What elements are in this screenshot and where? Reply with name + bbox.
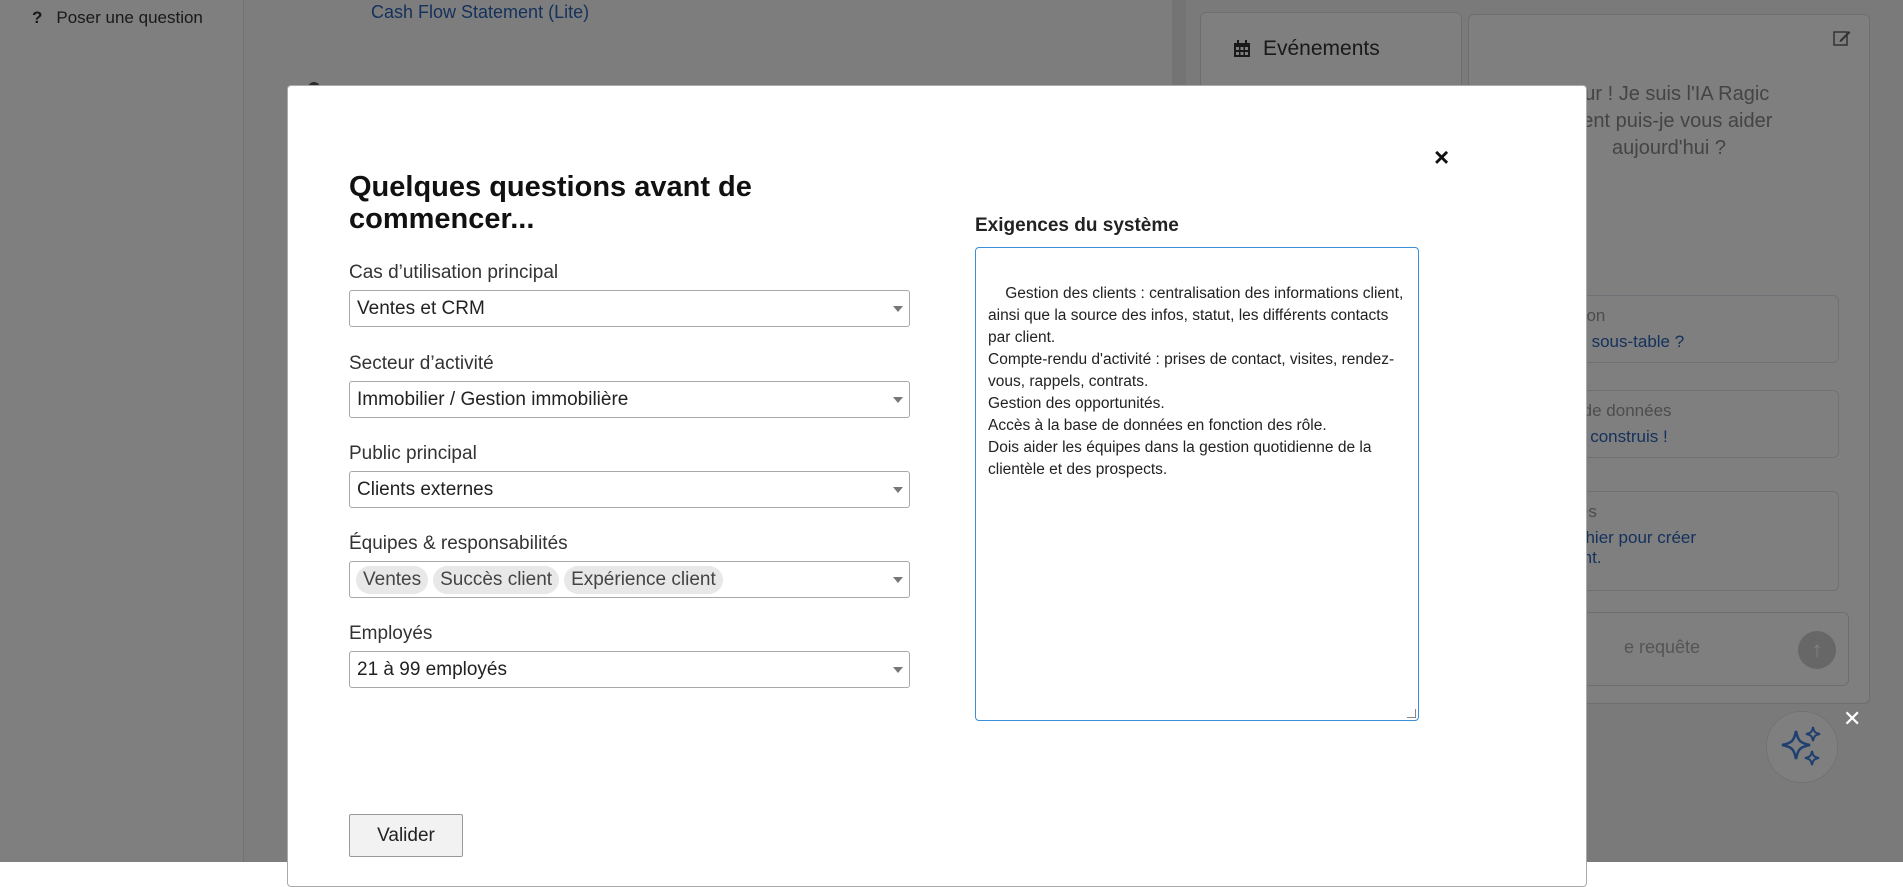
requirements-textarea[interactable] xyxy=(975,247,1419,721)
modal-title: Quelques questions avant de commencer... xyxy=(349,171,752,235)
resize-handle[interactable] xyxy=(1407,709,1416,718)
requirements-label: Exigences du système xyxy=(975,215,1179,236)
sector-label: Secteur d’activité xyxy=(349,353,494,374)
submit-button[interactable]: Valider xyxy=(349,814,463,857)
close-icon[interactable]: × xyxy=(1434,142,1450,172)
dropdown-caret-icon xyxy=(893,487,903,493)
onboarding-modal xyxy=(287,85,1587,887)
dropdown-caret-icon xyxy=(893,306,903,312)
use-case-label: Cas d’utilisation principal xyxy=(349,262,559,283)
select-value: Clients externes xyxy=(357,479,494,500)
sector-select[interactable] xyxy=(349,381,910,418)
dropdown-caret-icon xyxy=(893,577,903,583)
dropdown-caret-icon xyxy=(893,667,903,673)
employees-select[interactable] xyxy=(349,651,910,688)
audience-label: Public principal xyxy=(349,443,477,464)
close-icon[interactable]: ✕ xyxy=(1843,706,1862,731)
select-value: Ventes et CRM xyxy=(357,298,485,319)
requirements-text: Gestion des clients : centralisation des informations client, ainsi que la source des infos, statut, les différents contacts par client. Compte-rendu d'activité : prises de contact, visites, rendez-vous, rappels, contrats. Gestion des opportunités. Accès à la base de données en fonction des rôle. Dois aider les équipes dans la gestion quotidienne de la clientèle et des prospects. xyxy=(988,285,1404,478)
selected-tags xyxy=(356,566,723,594)
audience-select[interactable] xyxy=(349,471,910,508)
select-value: 21 à 99 employés xyxy=(357,659,507,680)
tag-chip[interactable]: Expérience client xyxy=(564,566,723,594)
use-case-select[interactable] xyxy=(349,290,910,327)
employees-label: Employés xyxy=(349,623,433,644)
dropdown-caret-icon xyxy=(893,397,903,403)
tag-chip[interactable]: Succès client xyxy=(433,566,559,594)
select-value: Immobilier / Gestion immobilière xyxy=(357,389,629,410)
tag-chip[interactable]: Ventes xyxy=(356,566,428,594)
teams-label: Équipes & responsabilités xyxy=(349,533,568,554)
teams-multiselect[interactable] xyxy=(349,561,910,598)
